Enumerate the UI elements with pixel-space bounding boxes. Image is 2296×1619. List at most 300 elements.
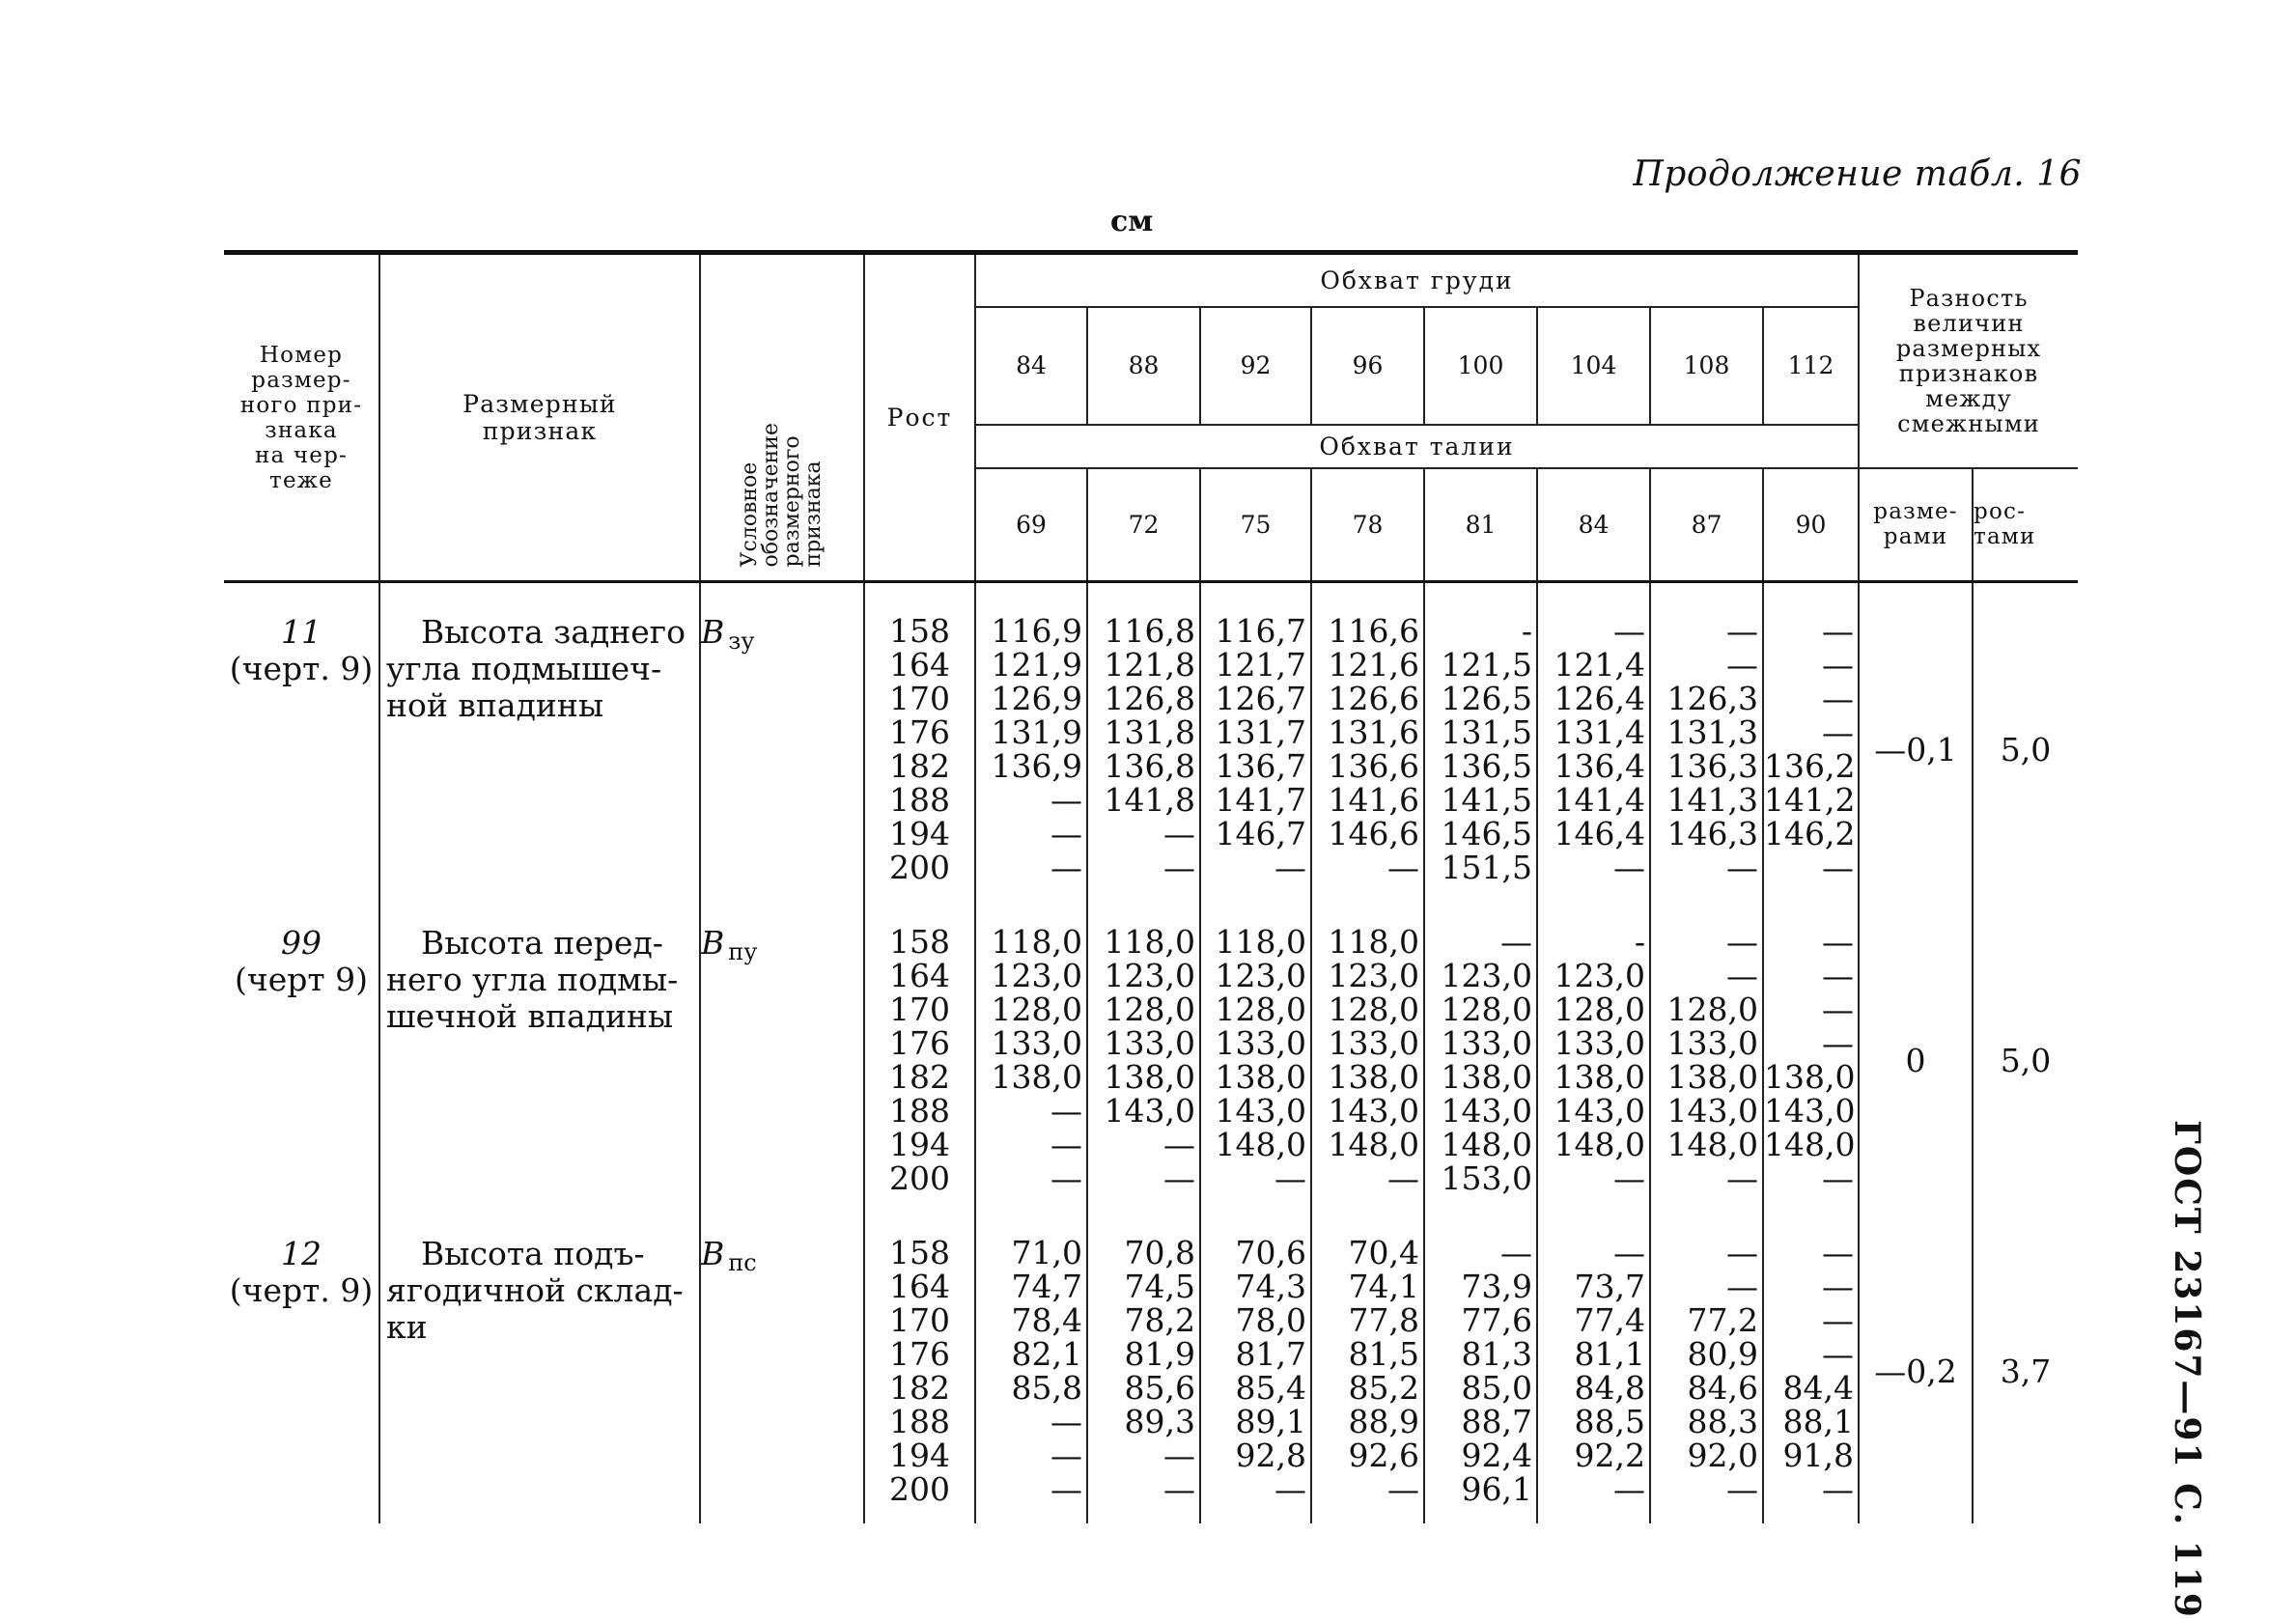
table-cell-value: —: [1050, 815, 1082, 852]
table-cell-value: 141,7: [1215, 781, 1306, 819]
drawing-ref: (черт 9): [235, 961, 368, 998]
value-column: [1763, 1213, 1859, 1523]
table-cell-value: 148,0: [1215, 1126, 1306, 1163]
value-column: [975, 582, 1087, 903]
table-cell-value: 77,4: [1574, 1301, 1645, 1339]
height-value: 194: [889, 815, 950, 852]
table-cell-value: 143,0: [1328, 1092, 1419, 1130]
height-cell: [864, 902, 975, 1213]
table-cell-value: —: [1726, 1470, 1758, 1508]
header-number-line: ного при-: [239, 392, 363, 418]
table-cell-value: 146,3: [1666, 815, 1758, 852]
table-cell-value: 70,6: [1235, 1234, 1306, 1271]
table-cell-value: —: [1822, 849, 1855, 886]
table-cell-value: 85,4: [1235, 1369, 1306, 1407]
table-cell-value: —: [1822, 991, 1855, 1028]
unit-label: см: [1110, 205, 1154, 238]
table-cell-value: —: [1500, 1234, 1532, 1271]
chest-value: 100: [1424, 307, 1537, 425]
table-cell-value: 116,7: [1215, 612, 1306, 650]
table-cell-value: 85,2: [1348, 1369, 1419, 1407]
table-cell-value: 121,8: [1104, 646, 1195, 684]
table-cell-value: 136,7: [1215, 747, 1306, 785]
header-feature-line: признак: [482, 416, 598, 445]
table-cell-value: 89,1: [1235, 1403, 1306, 1440]
height-value: 158: [889, 923, 950, 961]
table-cell-value: —: [1613, 1159, 1645, 1197]
table-cell-value: —: [1822, 1234, 1855, 1271]
table-cell-value: 138,0: [1554, 1058, 1645, 1096]
table-cell-value: —: [1613, 849, 1645, 886]
table-cell-value: 126,4: [1554, 680, 1645, 717]
table-cell-value: 143,0: [1666, 1092, 1758, 1130]
table-cell-value: 128,0: [1215, 991, 1306, 1028]
table-cell-value: —: [1050, 781, 1082, 819]
table-cell-value: 126,3: [1666, 680, 1758, 717]
header-number-line: знака: [265, 417, 338, 443]
header-diff-line: смежными: [1897, 409, 2040, 437]
table-cell-value: 136,8: [1104, 747, 1195, 785]
height-cell: [864, 1213, 975, 1523]
table-cell-value: 85,0: [1461, 1369, 1532, 1407]
chest-value: 88: [1087, 307, 1200, 425]
table-cell-value: 89,3: [1124, 1403, 1195, 1440]
table-cell-value: 131,8: [1104, 713, 1195, 751]
height-value: 188: [889, 781, 950, 819]
table-cell-value: 138,0: [1215, 1058, 1306, 1096]
height-value: 200: [889, 1470, 950, 1508]
feature-name-line: ки: [386, 1308, 428, 1346]
table-cell-value: 138,0: [1666, 1058, 1758, 1096]
header-diff-heights-line: тами: [1974, 524, 2036, 550]
table-cell-value: 82,1: [1011, 1335, 1082, 1373]
table-cell-value: 136,5: [1441, 747, 1532, 785]
table-cell-value: —: [1050, 1437, 1082, 1474]
table-cell-value: —: [1613, 1234, 1645, 1271]
table-cell-value: -: [1634, 923, 1645, 961]
symbol-cell: [700, 582, 864, 903]
header-diff-line: размерных: [1895, 334, 2042, 362]
table-cell-value: 92,6: [1348, 1437, 1419, 1474]
table-cell-value: 118,0: [1104, 923, 1195, 961]
table-cell-value: 74,5: [1124, 1268, 1195, 1305]
table-cell-value: —: [1822, 923, 1855, 961]
measurement-table: [224, 250, 2078, 1523]
table-cell-value: 123,0: [1328, 957, 1419, 994]
table-cell-value: —: [1500, 923, 1532, 961]
table-cell-value: 138,0: [1328, 1058, 1419, 1096]
table-cell-value: 146,6: [1328, 815, 1419, 852]
table-cell-value: 96,1: [1461, 1470, 1532, 1508]
table-cell-value: —: [1274, 1159, 1306, 1197]
feature-number: 99: [281, 924, 322, 962]
header-diff-heights-line: рос-: [1974, 499, 2027, 525]
table-cell-value: 123,0: [1441, 957, 1532, 994]
value-column: [1650, 582, 1763, 903]
table-cell-value: —: [1050, 1403, 1082, 1440]
table-cell-value: —: [1822, 680, 1855, 717]
table-cell-value: 148,0: [1328, 1126, 1419, 1163]
table-cell-value: —: [1050, 849, 1082, 886]
table-cell-value: 128,0: [991, 991, 1082, 1028]
diff-heights-value: 5,0: [2000, 1041, 2052, 1079]
height-value: 170: [889, 991, 950, 1028]
symbol-letter: B: [701, 613, 725, 651]
table-cell-value: 133,0: [1441, 1024, 1532, 1062]
table-cell-value: 133,0: [1104, 1024, 1195, 1062]
table-cell-value: —: [1387, 849, 1419, 886]
height-value: 170: [889, 680, 950, 717]
table-cell-value: 146,2: [1764, 815, 1856, 852]
table-cell-value: 138,0: [991, 1058, 1082, 1096]
table-cell-value: 116,8: [1104, 612, 1195, 650]
table-cell-value: 121,7: [1215, 646, 1306, 684]
header-diff-sizes-line: рами: [1883, 524, 1948, 550]
value-column: [1087, 582, 1200, 903]
table-cell-value: 118,0: [991, 923, 1082, 961]
height-value: 164: [889, 646, 950, 684]
table-cell-value: 126,6: [1328, 680, 1419, 717]
value-column: [1763, 902, 1859, 1213]
table-cell-value: 78,0: [1235, 1301, 1306, 1339]
table-cell-value: 116,6: [1328, 612, 1419, 650]
table-cell-value: —: [1163, 849, 1195, 886]
height-value: 164: [889, 1268, 950, 1305]
table-cell-value: 74,3: [1235, 1268, 1306, 1305]
table-cell-value: 136,6: [1328, 747, 1419, 785]
table-row: [224, 1213, 2078, 1523]
table-cell-value: 133,0: [991, 1024, 1082, 1062]
table-cell-value: 84,4: [1782, 1369, 1855, 1407]
chest-value: 112: [1763, 307, 1859, 425]
table-cell-value: —: [1163, 1159, 1195, 1197]
table-cell-value: 71,0: [1011, 1234, 1082, 1271]
waist-value: 90: [1763, 468, 1859, 582]
value-column: [1087, 902, 1200, 1213]
table-cell-value: 92,4: [1461, 1437, 1532, 1474]
value-column: [1424, 902, 1537, 1213]
height-value: 176: [889, 1024, 950, 1062]
diff-sizes-value: 0: [1859, 902, 1973, 1213]
table-cell-value: —: [1726, 612, 1758, 650]
value-column: [1424, 1213, 1537, 1523]
height-value: 170: [889, 1301, 950, 1339]
table-cell-value: —: [1387, 1470, 1419, 1508]
table-cell-value: 121,9: [991, 646, 1082, 684]
table-cell-value: 88,5: [1574, 1403, 1645, 1440]
table-cell-value: 126,9: [991, 680, 1082, 717]
table-cell-value: 78,2: [1124, 1301, 1195, 1339]
table-cell-value: 153,0: [1441, 1159, 1532, 1197]
symbol-subscript: пс: [728, 1249, 757, 1276]
diff-sizes-value: —0,1: [1859, 582, 1973, 903]
table-cell-value: 88,9: [1348, 1403, 1419, 1440]
table-cell-value: —: [1726, 646, 1758, 684]
table-cell-value: —: [1163, 815, 1195, 852]
table-cell-value: 74,7: [1011, 1268, 1082, 1305]
table-cell-value: —: [1163, 1437, 1195, 1474]
height-value: 188: [889, 1092, 950, 1130]
table-cell-value: 141,5: [1441, 781, 1532, 819]
diff-sizes-value: —0,2: [1859, 1213, 1973, 1523]
header-chest-group: [975, 253, 1859, 307]
feature-name-line: Высота подъ-: [421, 1235, 645, 1272]
feature-name-line: угла подмышеч-: [386, 650, 662, 687]
value-column: [1650, 1213, 1763, 1523]
table-cell-value: 136,3: [1666, 747, 1758, 785]
drawing-ref: (черт. 9): [229, 650, 374, 687]
table-cell-value: 143,0: [1764, 1092, 1856, 1130]
feature-name-cell: [379, 902, 700, 1213]
table-cell-value: 85,8: [1011, 1369, 1082, 1407]
table-cell-value: 81,5: [1348, 1335, 1419, 1373]
table-cell-value: 123,0: [1554, 957, 1645, 994]
height-value: 200: [889, 1159, 950, 1197]
table-cell-value: 143,0: [1554, 1092, 1645, 1130]
chest-value: 104: [1537, 307, 1650, 425]
table-cell-value: 138,0: [1104, 1058, 1195, 1096]
value-column: [1537, 1213, 1650, 1523]
table-cell-value: —: [1822, 713, 1855, 751]
header-waist-label: Обхват талии: [1319, 432, 1515, 461]
value-column: [1763, 582, 1859, 903]
table-cell-value: 128,0: [1104, 991, 1195, 1028]
table-cell-value: 131,5: [1441, 713, 1532, 751]
symbol-letter: B: [701, 924, 725, 962]
table-cell-value: 136,9: [991, 747, 1082, 785]
table-cell-value: 123,0: [1215, 957, 1306, 994]
table-cell-value: —: [1822, 1301, 1855, 1339]
table-cell-value: 141,2: [1764, 781, 1856, 819]
feature-name-line: Высота заднего: [421, 613, 686, 651]
table-cell-value: 118,0: [1215, 923, 1306, 961]
table-cell-value: —: [1822, 1470, 1855, 1508]
chest-value: 84: [975, 307, 1087, 425]
table-cell-value: —: [1822, 1268, 1855, 1305]
feature-number-cell: [224, 902, 379, 1213]
feature-number: 12: [281, 1235, 322, 1272]
table-cell-value: —: [1726, 1159, 1758, 1197]
symbol-cell: [700, 902, 864, 1213]
table-cell-value: 81,3: [1461, 1335, 1532, 1373]
header-feature-line: Размерный: [462, 389, 617, 418]
table-cell-value: 141,3: [1666, 781, 1758, 819]
table-cell-value: —: [1387, 1159, 1419, 1197]
height-value: 158: [889, 1234, 950, 1271]
table-caption: Продолжение табл. 16: [1633, 154, 2082, 194]
table-cell-value: 151,5: [1441, 849, 1532, 886]
feature-name-cell: [379, 1213, 700, 1523]
chest-value: 108: [1650, 307, 1763, 425]
height-value: 194: [889, 1437, 950, 1474]
table-cell-value: 148,0: [1554, 1126, 1645, 1163]
table-cell-value: 126,8: [1104, 680, 1195, 717]
table-cell-value: 133,0: [1666, 1024, 1758, 1062]
table-cell-value: 91,8: [1782, 1437, 1855, 1474]
height-value: 176: [889, 1335, 950, 1373]
height-cell: [864, 582, 975, 903]
table-cell-value: 80,9: [1687, 1335, 1758, 1373]
height-value: 194: [889, 1126, 950, 1163]
table-cell-value: 88,7: [1461, 1403, 1532, 1440]
table-cell-value: 92,2: [1574, 1437, 1645, 1474]
table-cell-value: 143,0: [1215, 1092, 1306, 1130]
value-column: [1311, 1213, 1424, 1523]
table-cell-value: 146,7: [1215, 815, 1306, 852]
value-column: [1537, 582, 1650, 903]
symbol-subscript: пу: [728, 938, 758, 965]
value-column: [1200, 582, 1311, 903]
table-cell-value: —: [1613, 1470, 1645, 1508]
header-number: [224, 253, 379, 582]
height-value: 200: [889, 849, 950, 886]
table-cell-value: —: [1822, 646, 1855, 684]
header-feature: [379, 253, 700, 582]
diff-heights-value: 3,7: [2000, 1352, 2052, 1390]
table-header: [224, 253, 2078, 582]
table-cell-value: 77,2: [1687, 1301, 1758, 1339]
table-cell-value: —: [1822, 1159, 1855, 1197]
table-cell-value: 128,0: [1328, 991, 1419, 1028]
value-column: [1537, 902, 1650, 1213]
table-cell-value: —: [1050, 1092, 1082, 1130]
diff-heights-value: 5,0: [2000, 730, 2052, 768]
table-cell-value: —: [1726, 957, 1758, 994]
header-height-label: Рост: [886, 404, 953, 432]
table-cell-value: 138,0: [1441, 1058, 1532, 1096]
feature-number-cell: [224, 582, 379, 903]
value-column: [1200, 902, 1311, 1213]
waist-value: 78: [1311, 468, 1424, 582]
symbol-subscript: зу: [728, 628, 755, 655]
table-cell-value: 141,4: [1554, 781, 1645, 819]
table-cell-value: —: [1274, 1470, 1306, 1508]
header-diff-line: величин: [1913, 309, 2025, 337]
table-cell-value: —: [1613, 612, 1645, 650]
feature-number: 11: [281, 613, 322, 651]
table-cell-value: 133,0: [1554, 1024, 1645, 1062]
table-cell-value: 70,8: [1124, 1234, 1195, 1271]
table-cell-value: 88,3: [1687, 1403, 1758, 1440]
waist-value: 75: [1200, 468, 1311, 582]
header-diff-heights: [1973, 468, 2078, 582]
table-cell-value: —: [1822, 612, 1855, 650]
value-column: [1311, 582, 1424, 903]
header-number-line: размер-: [251, 367, 351, 393]
table-cell-value: 141,6: [1328, 781, 1419, 819]
table-cell-value: 131,9: [991, 713, 1082, 751]
table-cell-value: —: [1163, 1470, 1195, 1508]
header-symbol-line: признака: [801, 461, 826, 568]
header-symbol-line: Условное: [738, 461, 762, 568]
table-cell-value: 148,0: [1666, 1126, 1758, 1163]
feature-name-line: шечной впадины: [386, 997, 674, 1035]
height-value: 182: [889, 747, 950, 785]
table-cell-value: 118,0: [1328, 923, 1419, 961]
table-cell-value: 84,8: [1574, 1369, 1645, 1407]
table-cell-value: 123,0: [1104, 957, 1195, 994]
table-cell-value: 88,1: [1782, 1403, 1855, 1440]
table-cell-value: 148,0: [1764, 1126, 1856, 1163]
height-value: 182: [889, 1058, 950, 1096]
value-column: [1311, 902, 1424, 1213]
feature-number-cell: [224, 1213, 379, 1523]
value-column: [1424, 582, 1537, 903]
value-column: [975, 1213, 1087, 1523]
table-cell-value: 78,4: [1011, 1301, 1082, 1339]
symbol-cell: [700, 1213, 864, 1523]
table-cell-value: 128,0: [1666, 991, 1758, 1028]
symbol-letter: B: [701, 1235, 725, 1272]
table-cell-value: 143,0: [1104, 1092, 1195, 1130]
table-cell-value: 121,4: [1554, 646, 1645, 684]
table-cell-value: 81,9: [1124, 1335, 1195, 1373]
header-diff-line: Разность: [1909, 284, 2029, 312]
table-cell-value: 73,9: [1461, 1268, 1532, 1305]
feature-name-line: ной впадины: [386, 686, 604, 724]
header-diff-line: признаков: [1898, 359, 2039, 387]
table-cell-value: 84,6: [1687, 1369, 1758, 1407]
table-cell-value: 133,0: [1328, 1024, 1419, 1062]
table-cell-value: 138,0: [1764, 1058, 1856, 1096]
header-symbol-line: обозначение: [759, 423, 783, 568]
table-cell-value: 143,0: [1441, 1092, 1532, 1130]
table-cell-value: —: [1050, 1159, 1082, 1197]
header-waist-group: [975, 425, 1859, 468]
feature-name-line: него угла подмы-: [386, 961, 679, 998]
table-cell-value: -: [1521, 612, 1532, 650]
height-value: 182: [889, 1369, 950, 1407]
header-chest-label: Обхват груди: [1320, 265, 1514, 294]
table-cell-value: 146,4: [1554, 815, 1645, 852]
waist-value: 84: [1537, 468, 1650, 582]
header-symbol: [700, 253, 864, 582]
header-height: [864, 253, 975, 582]
waist-value: 69: [975, 468, 1087, 582]
header-diff-sizes-line: разме-: [1873, 499, 1958, 525]
table-cell-value: 92,0: [1687, 1437, 1758, 1474]
table-cell-value: 141,8: [1104, 781, 1195, 819]
table-cell-value: 146,5: [1441, 815, 1532, 852]
value-column: [1087, 1213, 1200, 1523]
height-value: 164: [889, 957, 950, 994]
table-cell-value: 126,7: [1215, 680, 1306, 717]
table-cell-value: 116,9: [991, 612, 1082, 650]
table-cell-value: 92,8: [1235, 1437, 1306, 1474]
value-column: [975, 902, 1087, 1213]
table-cell-value: —: [1726, 849, 1758, 886]
table-cell-value: —: [1163, 1126, 1195, 1163]
feature-name-cell: [379, 582, 700, 903]
chest-value: 96: [1311, 307, 1424, 425]
feature-name-line: ягодичной склад-: [386, 1271, 684, 1309]
table-cell-value: —: [1726, 1268, 1758, 1305]
table-cell-value: 136,4: [1554, 747, 1645, 785]
table-cell-value: —: [1726, 923, 1758, 961]
table-cell-value: 131,4: [1554, 713, 1645, 751]
table-cell-value: 128,0: [1554, 991, 1645, 1028]
header-diff-line: между: [1925, 384, 2012, 412]
table-cell-value: 133,0: [1215, 1024, 1306, 1062]
header-diff: [1859, 253, 2078, 468]
table-cell-value: 81,1: [1574, 1335, 1645, 1373]
table-cell-value: 131,6: [1328, 713, 1419, 751]
header-diff-sizes: [1859, 468, 1973, 582]
table-cell-value: 85,6: [1124, 1369, 1195, 1407]
drawing-ref: (черт. 9): [229, 1271, 374, 1309]
document-side-label: ГОСТ 23167—91 С. 119: [2167, 1120, 2207, 1619]
table-row: [224, 582, 2078, 903]
